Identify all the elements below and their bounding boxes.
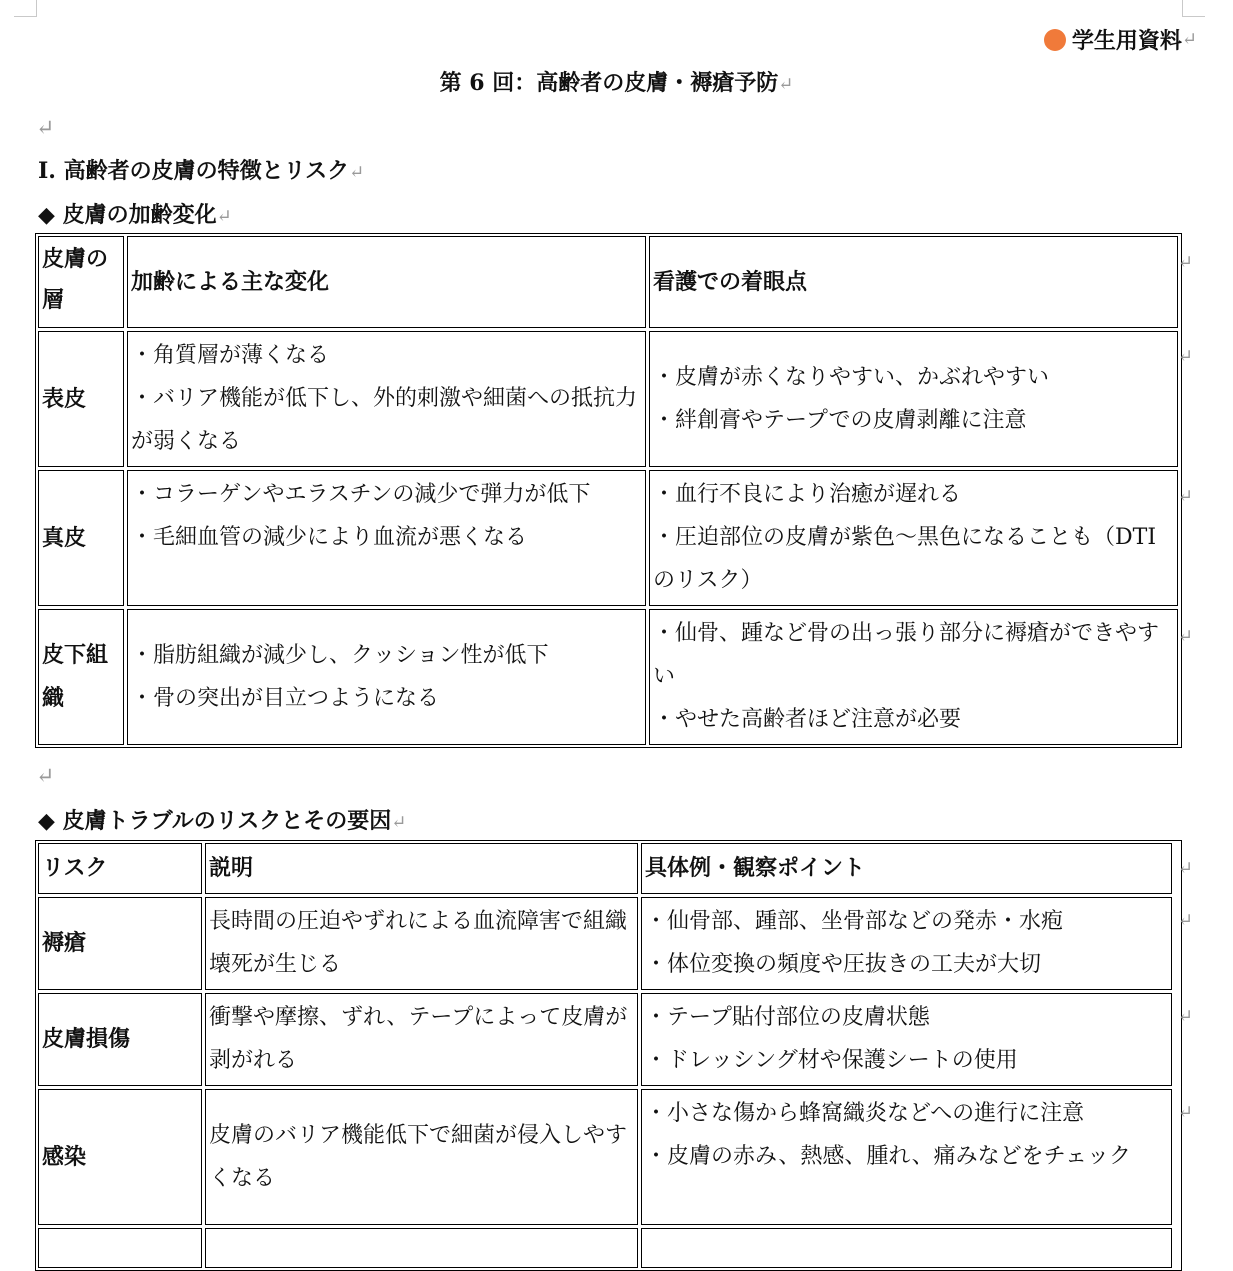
changes-cell: ・角質層が薄くなる ・バリア機能が低下し、外的刺激や細菌への抵抗力が弱くなる [127, 331, 646, 467]
header-cell: 加齢による主な変化 [127, 236, 646, 328]
points-cell: ・皮膚が赤くなりやすい、かぶれやすい ・絆創膏やテープでの皮膚剥離に注意 [649, 331, 1178, 467]
table-cell [38, 1228, 202, 1268]
table-row [38, 1228, 1179, 1268]
description-cell: 皮膚のバリア機能低下で細菌が侵入しやすくなる [205, 1089, 638, 1225]
risk-cell: 皮膚損傷 [38, 993, 202, 1086]
document-title: 第 6 回：高齢者の皮膚・褥瘡予防↵ [439, 70, 794, 96]
points-cell: ・テープ貼付部位の皮膚状態 ・ドレッシング材や保護シートの使用 [641, 993, 1172, 1086]
description-cell: 衝撃や摩擦、ずれ、テープによって皮膚が剥がれる [205, 993, 638, 1086]
student-material-badge: 学生用資料 ↵ [1044, 24, 1197, 55]
points-cell: ・仙骨部、踵部、坐骨部などの発赤・水疱 ・体位変換の頻度や圧抜きの工夫が大切 [641, 897, 1172, 990]
subheading-risks: ◆ 皮膚トラブルのリスクとその要因↵ [38, 808, 407, 834]
table-row [38, 470, 1179, 606]
table-row [38, 1089, 1179, 1225]
changes-cell: ・脂肪組織が減少し、クッション性が低下 ・骨の突出が目立つようになる [127, 609, 646, 745]
layer-cell: 皮下組織 [38, 609, 124, 745]
badge-label: 学生用資料 [1071, 28, 1182, 54]
row-end-mark: ↵ [1177, 1006, 1193, 1027]
description-cell: 長時間の圧迫やずれによる血流障害で組織壊死が生じる [205, 897, 638, 990]
table-cell [641, 1228, 1172, 1268]
changes-cell: ・コラーゲンやエラスチンの減少で弾力が低下 ・毛細血管の減少により血流が悪くなる [127, 470, 646, 606]
row-end-mark: ↵ [1177, 858, 1193, 879]
header-cell: 皮膚の層 [38, 236, 124, 328]
points-cell: ・血行不良により治癒が遅れる ・圧迫部位の皮膚が紫色〜黒色になることも（DTI のリスク） [649, 470, 1178, 606]
row-end-mark: ↵ [1177, 1102, 1193, 1123]
empty-paragraph: ↵ [36, 116, 55, 141]
table-row [38, 993, 1179, 1086]
skin-aging-table [35, 233, 1182, 748]
points-cell: ・仙骨、踵など骨の出っ張り部分に褥瘡ができやすい ・やせた高齢者ほど注意が必要 [649, 609, 1178, 745]
row-end-mark: ↵ [1177, 346, 1193, 367]
row-end-mark: ↵ [1177, 626, 1193, 647]
header-cell: リスク [38, 843, 202, 894]
page-corner-marker-right [1182, 0, 1205, 17]
table-row [38, 609, 1179, 745]
skin-risk-table [35, 840, 1182, 1271]
section-heading: Ⅰ. 高齢者の皮膚の特徴とリスク↵ [38, 158, 365, 184]
header-cell: 看護での着眼点 [649, 236, 1178, 328]
table-header-row [38, 843, 1179, 894]
empty-paragraph: ↵ [36, 764, 55, 789]
header-cell: 説明 [205, 843, 638, 894]
table-row [38, 331, 1179, 467]
table-header-row [38, 236, 1179, 328]
risk-cell: 感染 [38, 1089, 202, 1225]
layer-cell: 表皮 [38, 331, 124, 467]
header-cell: 具体例・観察ポイント [641, 843, 1172, 894]
row-end-mark: ↵ [1177, 910, 1193, 931]
page-corner-marker-left [14, 0, 37, 17]
points-cell: ・小さな傷から蜂窩織炎などへの進行に注意 ・皮膚の赤み、熱感、腫れ、痛みなどをチェック [641, 1089, 1172, 1225]
orange-circle-icon [1044, 29, 1066, 51]
layer-cell: 真皮 [38, 470, 124, 606]
risk-cell: 褥瘡 [38, 897, 202, 990]
row-end-mark: ↵ [1177, 486, 1193, 507]
table-cell [205, 1228, 638, 1268]
row-end-mark: ↵ [1177, 252, 1193, 273]
subheading-aging-changes: ◆ 皮膚の加齢変化↵ [38, 202, 232, 228]
table-row [38, 897, 1179, 990]
